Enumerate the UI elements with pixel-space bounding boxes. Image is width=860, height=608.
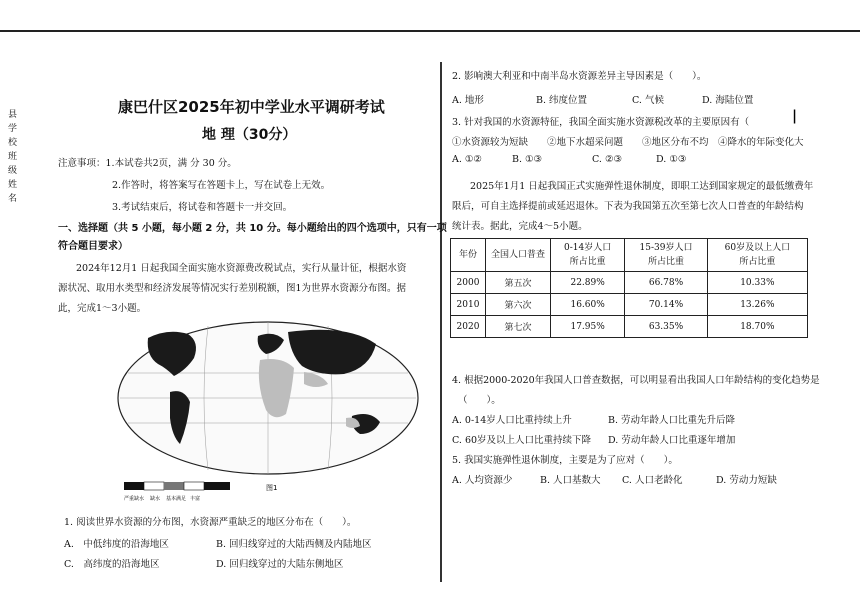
margin-mark: 学	[8, 124, 18, 134]
q5-option-b: B. 人口基数大	[540, 475, 601, 486]
q2-option-a: A. 地形	[452, 95, 484, 106]
table-cell: 2010	[451, 294, 486, 316]
q4-blank: （ ）。	[458, 395, 501, 406]
q2-option-d: D. 海陆位置	[702, 95, 754, 106]
q1-option-b: B. 回归线穿过的大陆西侧及内陆地区	[216, 539, 372, 550]
passage1-line-2: 源状况、取用水类型和经济发展等情况实行差别税额，图1为世界水资源分布图。据	[58, 283, 407, 294]
q3-option-b: B. ①③	[512, 154, 543, 165]
map-legend	[124, 482, 277, 502]
exam-title: 康巴什区2025年初中学业水平调研考试	[118, 98, 385, 116]
legend-label: 严重缺水	[124, 496, 145, 502]
q3-option-d: D. ①③	[656, 154, 687, 165]
q2-option-b: B. 纬度位置	[536, 95, 588, 106]
pen-mark: |	[792, 108, 798, 124]
q5-option-c: C. 人口老龄化	[622, 475, 683, 486]
notes-line-1: 注意事项：1.本试卷共2页，满 分 30 分。	[58, 158, 237, 169]
margin-mark: 名	[8, 194, 18, 204]
q4-stem: 4. 根据2000-2020年我国人口普查数据，可以明显看出我国人口年龄结构的变化趋势是	[452, 375, 820, 386]
table-cell: 22.89%	[551, 272, 625, 294]
table-cell: 66.78%	[625, 272, 707, 294]
q1-option-a: A. 中低纬度的沿海地区	[64, 539, 169, 550]
legend-label: 基本满足	[166, 496, 187, 502]
notes-line-2: 2.作答时，将答案写在答题卡上，写在试卷上无效。	[112, 180, 331, 191]
q2-option-c: C. 气候	[632, 95, 664, 106]
page-top-border	[0, 30, 860, 32]
table-cell: 10.33%	[707, 272, 807, 294]
exam-subtitle: 地 理（30分）	[202, 127, 297, 143]
margin-mark: 校	[8, 138, 18, 148]
q5-stem: 5. 我国实施弹性退休制度，主要是为了应对（ ）。	[452, 455, 678, 466]
table-row	[451, 316, 808, 338]
table-header-cell: 0-14岁人口 所占比重	[551, 239, 625, 272]
world-water-map	[108, 318, 428, 504]
table-cell: 第七次	[486, 316, 551, 338]
column-divider	[440, 62, 442, 582]
q3-stem: 3. 针对我国的水资源特征，我国全面实施水资源税改革的主要原因有（	[452, 117, 750, 128]
passage2-line-3: 统计表。据此，完成4～5小题。	[452, 221, 588, 232]
q3-choices: ①水资源较为短缺 ②地下水超采问题 ③地区分布不均 ④降水的年际变化大	[452, 137, 804, 148]
table-header-cell: 全国人口普查	[486, 239, 551, 272]
table-cell: 2000	[451, 272, 486, 294]
passage1-line-3: 此，完成1～3小题。	[58, 303, 147, 314]
q3-option-a: A. ①②	[452, 154, 482, 165]
margin-mark: 班	[8, 152, 18, 162]
table-header-cell: 60岁及以上人口 所占比重	[707, 239, 807, 272]
legend-label: 缺水	[150, 496, 161, 502]
table-cell: 16.60%	[551, 294, 625, 316]
table-header-cell: 15-39岁人口 所占比重	[625, 239, 707, 272]
figure-label: 图1	[266, 484, 278, 492]
q4-option-a: A. 0-14岁人口比重持续上升	[452, 415, 572, 426]
q1-stem: 1. 阅读世界水资源的分布图，水资源严重缺乏的地区分布在（ ）。	[64, 517, 357, 528]
census-age-table	[450, 238, 808, 338]
margin-mark: 级	[8, 166, 18, 176]
table-row	[451, 294, 808, 316]
q4-option-c: C. 60岁及以上人口比重持续下降	[452, 435, 592, 446]
margin-mark: 姓	[8, 180, 18, 190]
binding-margin-marks	[8, 108, 18, 206]
passage2-line-1: 2025年1月1 日起我国正式实施弹性退休制度，即职工达到国家规定的最低缴费年	[470, 181, 814, 192]
section-heading-cont: 符合题目要求）	[58, 241, 128, 252]
table-cell: 13.26%	[707, 294, 807, 316]
table-cell: 17.95%	[551, 316, 625, 338]
q4-option-b: B. 劳动年龄人口比重先升后降	[608, 415, 736, 426]
table-cell: 2020	[451, 316, 486, 338]
table-cell: 18.70%	[707, 316, 807, 338]
table-cell: 第六次	[486, 294, 551, 316]
q4-option-d: D. 劳动年龄人口比重逐年增加	[608, 435, 736, 446]
table-row	[451, 272, 808, 294]
q1-option-d: D. 回归线穿过的大陆东侧地区	[216, 559, 344, 570]
table-header-cell: 年份	[451, 239, 486, 272]
passage1-line-1: 2024年12月1 日起我国全面实施水资源费改税试点，实行从量计征，根据水资	[76, 263, 407, 274]
passage2-line-2: 限后，可自主选择提前或延迟退休。下表为我国第五次至第七次人口普查的年龄结构	[452, 201, 804, 212]
table-cell: 63.35%	[625, 316, 707, 338]
legend-label: 丰富	[190, 496, 201, 502]
table-header-row	[451, 239, 808, 272]
q5-option-d: D. 劳动力短缺	[716, 475, 777, 486]
q3-option-c: C. ②③	[592, 154, 623, 165]
section-heading: 一、选择题（共 5 小题，每小题 2 分，共 10 分。每小题给出的四个选项中，只有一项	[58, 223, 447, 234]
q1-option-c: C. 高纬度的沿海地区	[64, 559, 160, 570]
table-cell: 70.14%	[625, 294, 707, 316]
table-cell: 第五次	[486, 272, 551, 294]
notes-line-3: 3.考试结束后，将试卷和答题卡一并交回。	[112, 202, 293, 213]
q2-stem: 2. 影响澳大利亚和中南半岛水资源差异主导因素是（ ）。	[452, 71, 707, 82]
q5-option-a: A. 人均资源少	[452, 475, 513, 486]
margin-mark: 县	[8, 110, 18, 120]
